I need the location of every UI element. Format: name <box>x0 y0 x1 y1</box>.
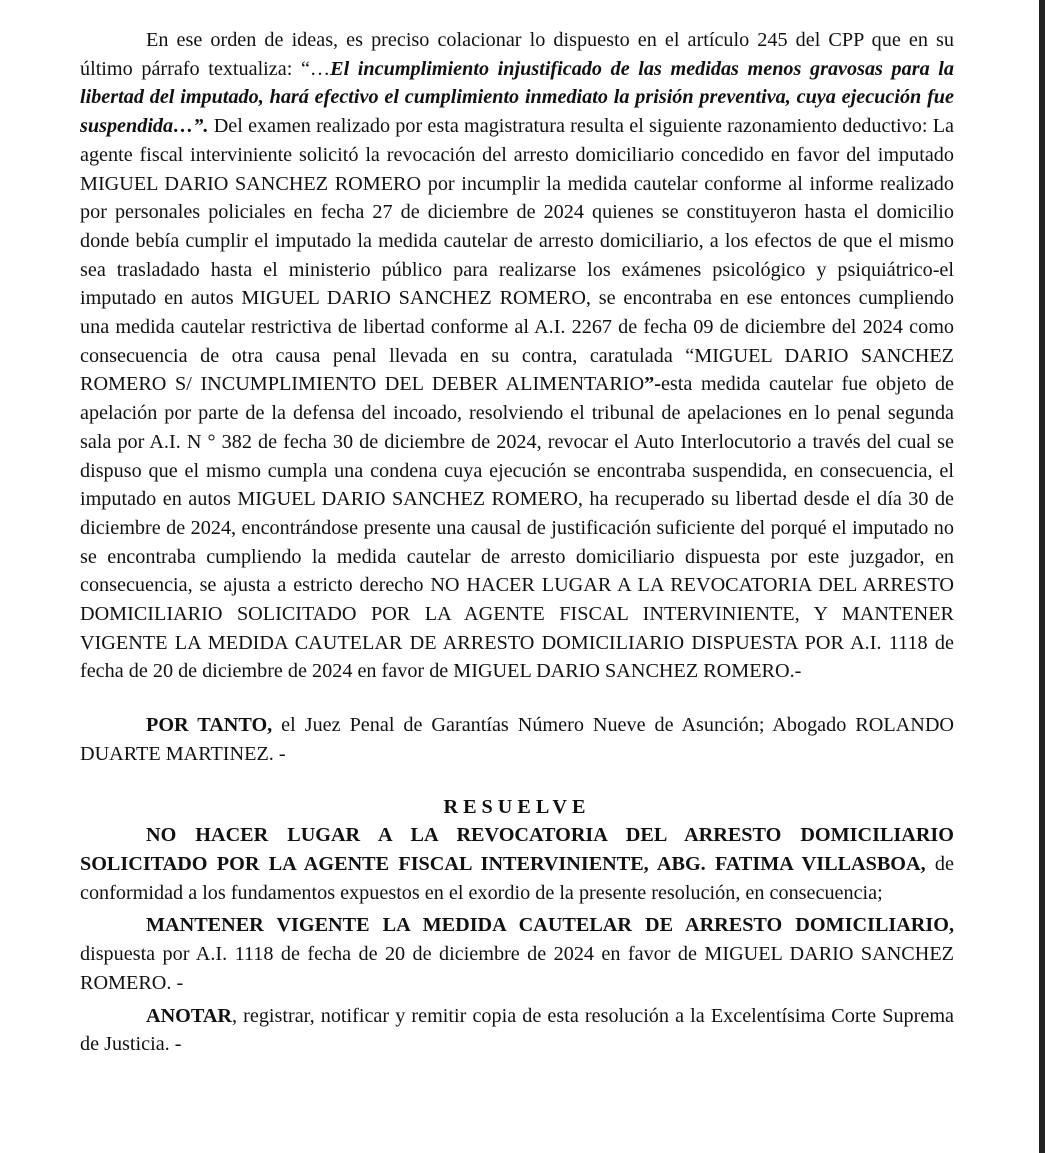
resolution-2-bold: MANTENER VIGENTE LA MEDIDA CAUTELAR DE ARRESTO DOMICILIARIO, <box>146 914 954 937</box>
resolution-1-bold: NO HACER LUGAR A LA REVOCATORIA DEL ARRESTO DOMICILIARIO SOLICITADO POR LA AGENTE FISCAL INTERVINIENTE, ABG. FATIMA VILLASBOA, <box>80 824 954 875</box>
resolution-2-text: dispuesta por A.I. 1118 de fecha de 20 de diciembre de 2024 en favor de MIGUEL DARIO SANCHEZ ROMERO. - <box>80 943 954 994</box>
text-conclusion: esta medida cautelar fue objeto de apelación por parte de la defensa del incoado, resolviendo el tribunal de apelaciones en lo penal segunda sala por A.I. N ° 382 de fecha 30 de diciembre de 2024, revocar el Auto Interlocutorio a través del cual se dispuso que el mismo cumpla una condena cuya ejecución se encontraba suspendida, en consecuencia, el imputado en autos MIGUEL DARIO SANCHEZ ROMERO, ha recuperado su libertad desde el día 30 de diciembre de 2024, encontrándose presente una causal de justificación suficiente del porqué el imputado no se encontraba cumpliendo la medida cautelar de arresto domiciliario dispuesta por este juzgador, en consecuencia, se ajusta a estricto derecho NO HACER LUGAR A LA REVOCATORIA DEL ARRESTO DOMICILIARIO SOLICITADO POR LA AGENTE FISCAL INTERVINIENTE, Y MANTENER VIGENTE LA MEDIDA CAUTELAR DE ARRESTO DOMICILIARIO DISPUESTA POR A.I. 1118 de fecha de 20 de diciembre de 2024 en favor de MIGUEL DARIO SANCHEZ ROMERO.- <box>80 373 954 683</box>
resolution-1-text: de conformidad a los fundamentos expuestos en el exordio de la presente resolución, en consecuencia; <box>80 852 954 904</box>
paragraph-considerations <box>80 26 954 686</box>
document-body <box>80 26 954 1059</box>
text-quote: El incumplimiento injustificado de las medidas menos gravosas para la libertad del imputado, hará efectivo el cumplimiento inmediato la prisión preventiva, cuya ejecución fue suspendida…”. <box>80 57 954 138</box>
resolution-item-3 <box>80 1002 954 1059</box>
resolution-3-text: , registrar, notificar y remitir copia de esta resolución a la Excelentísima Corte Suprema de Justicia. - <box>80 1004 954 1056</box>
por-tanto-text: el Juez Penal de Garantías Número Nueve de Asunción; Abogado ROLANDO DUARTE MARTINEZ. - <box>80 714 954 765</box>
scan-edge <box>1039 0 1045 1153</box>
text-reasoning: Del examen realizado por esta magistratura resulta el siguiente razonamiento deductivo: La agente fiscal interviniente solicitó la revocación del arresto domiciliario concedido en favor del imputado MIGUEL DARIO SANCHEZ ROMERO por incumplir la medida cautelar conforme al informe realizado por personales policiales en fecha 27 de diciembre de 2024 quienes se constituyeron hasta el domicilio donde bebía cumplir el imputado la medida cautelar de arresto domiciliario, a los efectos de que el mismo sea trasladado hasta el ministerio público para realizarse los exámenes psicológico y psiquiátrico-el imputado en autos MIGUEL DARIO SANCHEZ ROMERO, se encontraba en ese entonces cumpliendo una medida cautelar restrictiva de libertad conforme al A.I. 2267 de fecha 09 de diciembre del 2024 como consecuencia de otra causa penal llevada en su contra, caratulada “MIGUEL DARIO SANCHEZ ROMERO S/ INCUMPLIMIENTO DEL DEBER ALIMENTARIO <box>80 115 954 396</box>
text-quote-close: ”- <box>644 373 661 396</box>
text-intro: En ese orden de ideas, es preciso colacionar lo dispuesto en el artículo 245 del CPP que en su último párrafo textualiza: “… <box>80 29 954 80</box>
resuelve-heading: RESUELVE <box>443 795 591 818</box>
paragraph-por-tanto <box>80 711 954 768</box>
resolution-item-1 <box>80 821 954 907</box>
resolution-item-2 <box>80 911 954 997</box>
por-tanto-label: POR TANTO, <box>146 714 273 737</box>
resolution-3-bold: ANOTAR <box>146 1004 232 1027</box>
